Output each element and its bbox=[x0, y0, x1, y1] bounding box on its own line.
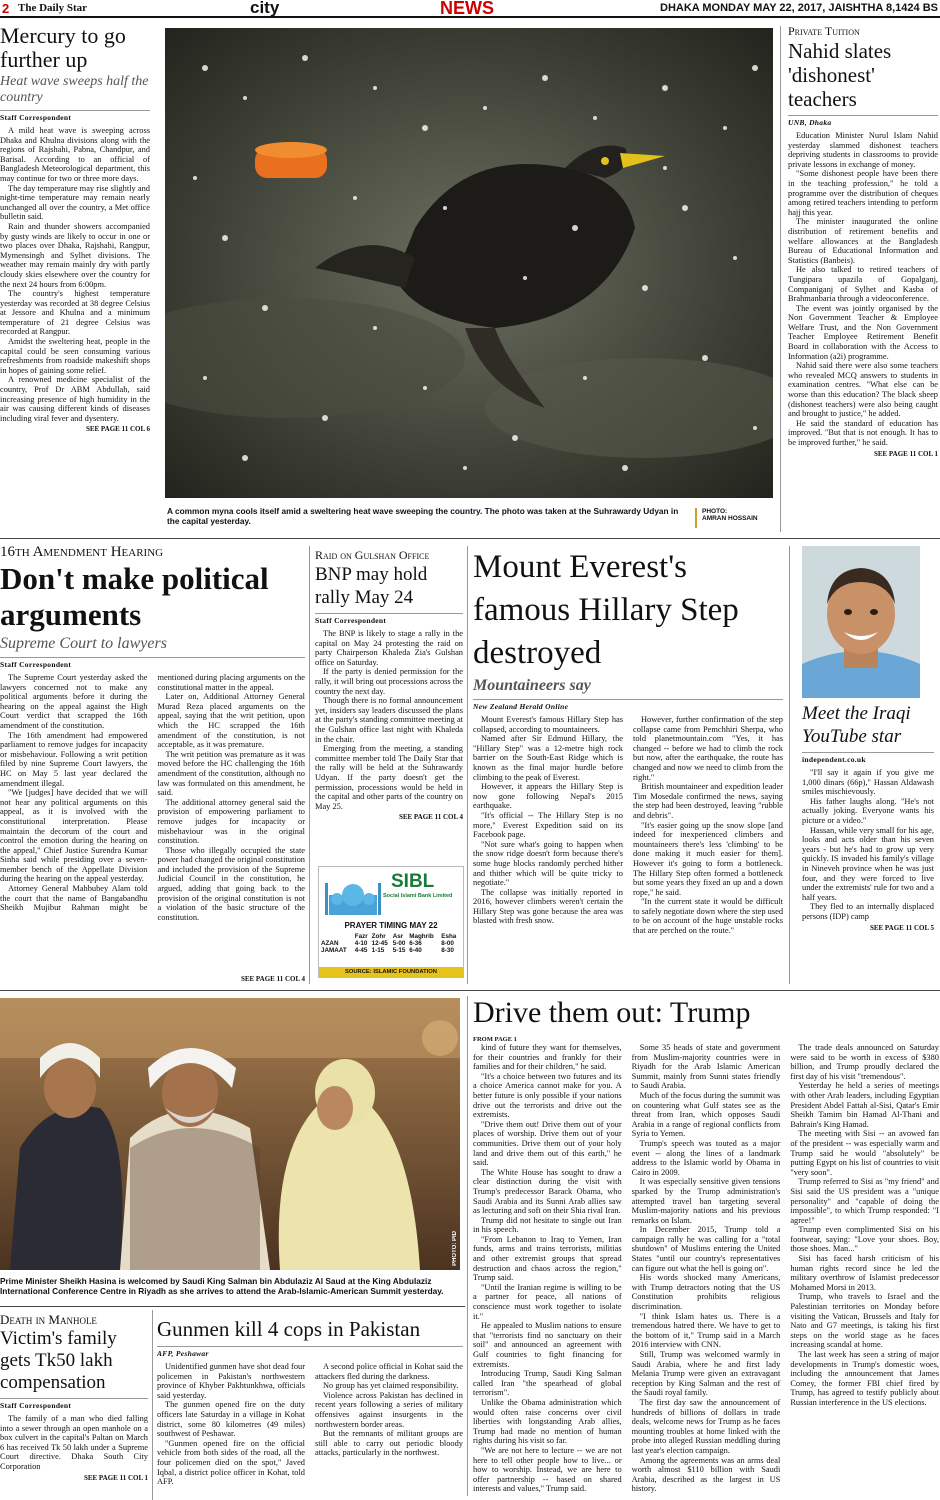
byline: AFP, Peshawar bbox=[157, 1346, 463, 1358]
brand-full: Social Islami Bank Limited bbox=[383, 893, 453, 899]
column-header: Maghrib bbox=[409, 933, 434, 940]
continued-note: SEE PAGE 11 COL 4 bbox=[240, 975, 305, 983]
byline: Staff Correspondent bbox=[0, 110, 150, 122]
paragraph: Emerging from the meeting, a standing committee member told The Daily Star that the rally will be held at the Suhrawardy Udyan. If the party doesn't get the permission, processions would be held in the capital and other parts of the country on May 25. bbox=[315, 744, 463, 811]
paragraph: Though there is no formal announcement yet, insiders say leaders discussed the plans at the party's standing committee meeting at the Gulshan office last night with Khaleda in the chair. bbox=[315, 696, 463, 744]
paragraph: Named after Sir Edmund Hillary, the "Hillary Step" was a 12-metre high rock barrier on the South-East Ridge which is known as the final major hurdle before climbing to the peak of Everest. bbox=[473, 734, 623, 782]
paragraph: The last week has seen a string of major developments in Trump's domestic woes, including the announcement that James Comey, the former FBI chief fired by Trump, has agreed to testify publicly about Russian interference in the US elections. bbox=[790, 1350, 939, 1407]
paragraph: Attorney General Mahbubey Alam told the court that the name of Bangabandhu Sheikh Mujibur Rahman might be mentioned during placing arguments on the constitutional matter in the appeal. bbox=[0, 673, 305, 913]
paragraph: Trump referred to Sisi as "my friend" and Sisi said the US president was a "unique personality" and "capable of doing the impossible", to which Trump responded: "I agree!" bbox=[790, 1177, 939, 1225]
paragraph: He also talked to retired teachers of Tungipara upazila of Gopalganj, Companiganj of Sylhet and Kasba of Brahmanbaria through a videoconference. bbox=[788, 265, 938, 304]
column-header: Esha bbox=[441, 933, 457, 940]
photo-credit: PHOTO: PID bbox=[452, 1231, 458, 1266]
paragraph: Unlike the Obama administration which would often raise concerns over civil liberties with longstanding Arab allies, Trump had made no mention of human rights during his visit so far. bbox=[473, 1397, 622, 1446]
paragraph: Yesterday he held a series of meetings with other Arab leaders, including Egyptian President Abdel Fattah al-Sisi, Qatar's Emir Sheikh Tamim bin Hamad Al-Thani and Bahrain's King Hamad. bbox=[790, 1081, 939, 1129]
paragraph: "We [judges] have decided that we will not hear any political arguments on this appeal, as it is involved with the constitutional interpretation. Please maintain the decorum of the court and control the emotion during the hearing on the appeal," Chief Justice Surendra Kumar Sinha said while presiding over a seven-member bench of the Appellate Division during the hearing on the appeal yesterday. bbox=[0, 788, 148, 884]
paragraph: His father laughs along. "He's not actually joking. Everyone wants his picture or a video." bbox=[802, 796, 934, 825]
paragraph: Much of the focus during the summit was on countering what Gulf states see as the threat from Iran, which opposes Saudi Arabia in a range of regional conflicts from Syria to Yemen. bbox=[631, 1090, 781, 1139]
prayer-timing-box bbox=[318, 866, 464, 978]
paragraph: British mountaineer and expedition leader Tim Mosedale confirmed the news, saying the step had been destroyed, leaving "rubble and debris". bbox=[633, 782, 783, 820]
continued-note: SEE PAGE 11 COL 6 bbox=[85, 425, 150, 434]
paragraph: "Drive them out! Drive them out of your places of worship. Drive them out of your communities. Drive them out of your holy land and drive them out of this earth," he said. bbox=[473, 1119, 622, 1168]
myna-photo-illustration bbox=[165, 28, 773, 498]
cell: 8-00 bbox=[441, 940, 454, 947]
article-gunmen bbox=[157, 1316, 463, 1500]
article-body bbox=[0, 673, 305, 973]
paragraph: "It's a choice between two futures and its a choice America cannot make for you. A better future is only possible if your nations drive out the terrorists and drive out the extremists. bbox=[473, 1071, 622, 1120]
brand-logo: SIBL bbox=[391, 871, 435, 892]
photo-credit bbox=[695, 508, 775, 528]
article-body bbox=[788, 131, 938, 448]
headline: Nahid slates 'dishonest' teachers bbox=[788, 39, 892, 111]
article-trump bbox=[473, 996, 939, 1500]
article-body bbox=[473, 715, 783, 980]
article-body bbox=[157, 1362, 463, 1500]
section-name: city bbox=[250, 0, 280, 17]
byline: Staff Correspondent bbox=[315, 613, 463, 625]
credit-name: AMRAN HOSSAIN bbox=[702, 515, 758, 522]
boy-portrait bbox=[802, 546, 920, 698]
article-iraqi bbox=[802, 702, 934, 982]
paragraph: Unidentified gunmen have shot dead four policemen in Pakistan's northwestern province of Khyber Pakhtunkhwa, officials said yesterday. bbox=[157, 1362, 305, 1400]
cell: 6-36 bbox=[409, 940, 422, 947]
paragraph: "We are not here to lecture -- we are not here to tell other people how to live... or how to worship. Instead, we are here to offer partnership -- based on shared interests and values," Trump said. bbox=[473, 1445, 622, 1494]
headline: Don't make political arguments bbox=[0, 561, 269, 632]
cell: 4-45 bbox=[354, 947, 368, 954]
paragraph: "Some dishonest people have been there in the teaching profession," he told a programme over the distribution of cheques among retired teachers intending to perform hajj this year. bbox=[788, 169, 938, 217]
paragraph: Later on, Additional Attorney General Murad Reza placed arguments on the appeal, saying that the writ petition, upon which the HC scrapped the 16th amendment of the constitution, is not acceptable, as it was premature. bbox=[157, 692, 305, 750]
cell: 5-00 bbox=[392, 940, 406, 947]
cell: 6-40 bbox=[409, 947, 422, 954]
article-everest bbox=[473, 546, 783, 980]
article-body bbox=[315, 629, 463, 811]
column-header: Zohr bbox=[371, 933, 386, 940]
paragraph: Some 35 heads of state and government from Muslim-majority countries were in Riyadh for the Arab Islamic American Summit, mainly from Sunni states friendly to Saudi Arabia. bbox=[631, 1043, 781, 1091]
paragraph: Nahid said there were also some teachers who revealed MCQ answers to students in examination centres. "What else can be worse than this education? The black sheep (dishonest teachers) were also being caught and brought to justice," he added. bbox=[788, 361, 938, 419]
paragraph: Amidst the sweltering heat, people in the capital could be seen consuming various refreshments from roadside makeshift shops in hopes of gaining some relief. bbox=[0, 337, 150, 375]
paragraph: The minister inaugurated the online distribution of retirement benefits and welfare allowances at the Bangladesh Bureau of Educational Information and Statistics (Banbeis). bbox=[788, 217, 938, 265]
headline: Meet the Iraqi YouTube star bbox=[802, 703, 911, 747]
boy-photo bbox=[802, 546, 920, 698]
paragraph: The event was jointly organised by the Non Government Teacher & Employee Welfare Trust, and the Non Government Teacher Employee Retirement Benefit Board in collaboration with the Access to Information (a2i) programme. bbox=[788, 303, 938, 361]
byline: independent.co.uk bbox=[802, 752, 934, 764]
column-header: Asr bbox=[392, 933, 404, 940]
paragraph: Rain and thunder showers accompanied by gusty winds are likely to occur in one or two places over Dhaka, Rajshahi, Rangpur, Mymensingh and Sylhet divisions. The weather may remain mainly dry with partly cloudy skies elsewhere over the country for the next 24 hours from 6:00pm. bbox=[0, 221, 150, 289]
continued-note: SEE PAGE 11 COL 1 bbox=[873, 449, 938, 458]
paragraph: Trump even complimented Sisi on his footwear, saying: "Love your shoes. Boy, those shoes. Man..." bbox=[790, 1225, 939, 1254]
headline: Drive them out: Trump bbox=[473, 996, 751, 1029]
paragraph: But the remnants of militant groups are still able to carry out periodic bloody attacks, particularly in the northwest. bbox=[315, 1429, 463, 1458]
paragraph: He appealed to Muslim nations to ensure that "terrorists find no sanctuary on their soil" and announced an agreement with Gulf countries to fight financing for extremists. bbox=[473, 1321, 622, 1369]
paragraph: "Not sure what's going to happen when the snow ridge doesn't form because there's some huge blocks randomly perched hither and thither which will be quite tricky to negotiate." bbox=[473, 839, 623, 888]
paragraph: It was especially sensitive given tensions sparked by the Trump administration's attempted travel ban targeting several Muslim-majority nations and his previous remarks on Islam. bbox=[631, 1177, 781, 1225]
subhead: Heat wave sweeps half the country bbox=[0, 74, 149, 105]
hasina-photo-illustration bbox=[0, 998, 460, 1270]
paragraph: The meeting with Sisi -- an avowed fan of the president -- was especially warm and Trump said he would "absolutely" be putting Egypt on his list of countries to visit "very soon". bbox=[790, 1129, 939, 1177]
photo-caption: A common myna cools itself amid a sweltering heat wave sweeping the country. The photo was taken at the Suhrawardy Udyan in the capital yesterday. bbox=[167, 506, 679, 526]
dateline: DHAKA MONDAY MAY 22, 2017, JAISHTHA 8,1424 BS bbox=[660, 2, 938, 14]
paragraph: Sisi has faced harsh criticism of his human rights record since he led the military overthrow of Islamist predecessor Mohamed Morsi in 2013. bbox=[790, 1254, 939, 1292]
credit-label: PHOTO: bbox=[702, 508, 728, 515]
paragraph: The trade deals announced on Saturday were said to be worth in excess of $380 billion, and Trump proudly declared the first day of his visit "tremendous". bbox=[790, 1043, 939, 1081]
paragraph: "It's easier going up the snow slope [and indeed for inexperienced climbers and mountaineers there's less 'climbing' to be done making it much easier for them]. However it's going to form a bottleneck. The Hillary Step often formed a bottleneck but some years they fixed an up and a down rope," he said. bbox=[633, 820, 783, 897]
paragraph: A second police official in Kohat said the attackers fled during the darkness. bbox=[315, 1362, 463, 1381]
paragraph: A renowned medicine specialist of the country, Prof Dr ABM Abdullah, said increasing presence of high humidity in the air was causing different kinds of diseases including viral fever and dysentery. bbox=[0, 375, 150, 423]
prayer-source: SOURCE: ISLAMIC FOUNDATION bbox=[319, 967, 463, 977]
cell: 5-15 bbox=[392, 947, 406, 954]
byline: Staff Correspondent bbox=[0, 1398, 148, 1410]
article-amendment bbox=[0, 544, 305, 984]
cell: 1-15 bbox=[371, 947, 385, 954]
row-label: JAMAAT bbox=[321, 947, 347, 954]
mosque-icon bbox=[323, 875, 383, 917]
article-mercury bbox=[0, 24, 150, 532]
paragraph: He said the standard of education has improved. "But that is not enough. It has to be improved further," he said. bbox=[788, 418, 938, 447]
article-body bbox=[802, 768, 934, 922]
kicker: Private Tuition bbox=[788, 24, 860, 38]
headline: Mercury to go further up bbox=[0, 24, 126, 72]
table-row bbox=[321, 947, 461, 954]
subhead: Supreme Court to lawyers bbox=[0, 635, 167, 652]
paragraph: Among the agreements was an arms deal worth almost $110 billion with Saudi Arabia, described as the largest in US history. bbox=[631, 1455, 781, 1494]
paragraph: The family of a man who died falling into a sewer through an open manhole on a box culvert in the capital's Paltan on March 6 has received Tk 50 lakh under a Supreme Court directive. Dhaka South City Corporation bbox=[0, 1414, 148, 1471]
kicker: Death in Manhole bbox=[0, 1312, 97, 1327]
paragraph: Introducing Trump, Saudi King Salman called Iran "the spearhead of global terrorism". bbox=[473, 1369, 622, 1398]
paragraph: The 16th amendment had empowered parliament to remove judges for incapacity or misbehaviour. Following a writ petition filed by nine Supreme Court lawyers, the HC on May 5 last year declared the amendment illegal. bbox=[0, 730, 148, 788]
headline: BNP may hold rally May 24 bbox=[315, 564, 428, 608]
prayer-title: PRAYER TIMING MAY 22 bbox=[344, 921, 438, 930]
hasina-photo bbox=[0, 998, 460, 1270]
article-bnp bbox=[315, 548, 463, 864]
paragraph: The collapse was initially reported in 2016, however climbers weren't certain the Hillary Step was gone because the area was blasted with fresh snow. bbox=[473, 887, 623, 926]
paragraph: The first day saw the announcement of hundreds of billions of dollars in trade deals, welcome news for Trump as he faces mounting troubles at home linked with the probe into alleged Russian meddling during last year's election campaign. bbox=[631, 1397, 781, 1455]
headline: Gunmen kill 4 cops in Pakistan bbox=[157, 1317, 421, 1341]
table-row bbox=[321, 940, 461, 947]
article-body bbox=[0, 126, 150, 423]
paragraph: Those who illegally occupied the state power had changed the original constitution and included the provision of the Supreme Judicial Council in the constitution, he argued, adding that going back to the provision of the original constitution is not a violation of the basic structure of the constitution. bbox=[157, 845, 305, 922]
paragraph: They fled to an internally displaced persons (IDP) camp bbox=[802, 902, 934, 921]
paragraph: "I'll say it again if you give me 1,000 dinars (66p)," Hassan Aldawash smiles mischievously. bbox=[802, 768, 934, 797]
continued-note: SEE PAGE 11 COL 1 bbox=[83, 1473, 148, 1482]
paragraph: However, it appears the Hillary Step is now gone following Nepal's 2015 earthquake. bbox=[473, 782, 623, 811]
paragraph: "From Lebanon to Iraq to Yemen, Iran funds, arms and trains terrorists, militias and other extremist groups that spread destruction and chaos across the region," Trump said. bbox=[473, 1234, 622, 1283]
paragraph: "Gunmen opened fire on the official vehicle from both sides of the road, all the four policemen died on the spot," Javed Iqbal, a district police officer in Kohat, told AFP. bbox=[157, 1438, 305, 1487]
paragraph: "I think Islam hates us. There is a tremendous hatred there. We have to get to the bottom of it," Trump said in a March 2016 interview with CNN. bbox=[631, 1311, 781, 1350]
paragraph: "In the current state it would be difficult to safely negotiate down where the step used to be on account of the huge unstable rocks that are perched on the route." bbox=[633, 897, 783, 936]
cell: 4-10 bbox=[354, 940, 368, 947]
paragraph: The writ petition was premature as it was moved before the HC challenging the 16th amendment of the constitution, although no law was formulated on this amendment, he said. bbox=[157, 749, 305, 798]
continued-note: SEE PAGE 11 COL 4 bbox=[398, 813, 463, 822]
row-label: AZAN bbox=[321, 940, 339, 947]
paragraph: In December 2015, Trump told a campaign rally he was calling for a "total shutdown" of Muslims entering the United States "until our country's representatives can figure out what the hell is going on". bbox=[631, 1225, 781, 1273]
paragraph: kind of future they want for themselves, for their countries and frankly for their families and for their children," he said. bbox=[473, 1043, 622, 1072]
continued-note: SEE PAGE 11 COL 5 bbox=[869, 923, 934, 932]
column-header: Fazr bbox=[354, 933, 368, 940]
paragraph: Mount Everest's famous Hillary Step has collapsed, according to mountaineers. bbox=[473, 715, 623, 734]
masthead bbox=[0, 0, 940, 18]
paragraph: Trump's speech was touted as a major event -- along the lines of a landmark address to the Islamic world by Obama in Cairo in 2009. bbox=[631, 1138, 781, 1177]
table-header-row bbox=[321, 933, 461, 940]
paragraph: The Supreme Court yesterday asked the lawyers concerned not to make any political arguments before it during the hearing on the appeal against the High Court verdict that scrapped the 16th amendment of the constitution. bbox=[0, 673, 148, 730]
paragraph: "It's official -- The Hillary Step is no more," Everest Expedition said on its Facebook page. bbox=[473, 810, 623, 840]
paragraph: "Until the Iranian regime is willing to be a partner for peace, all nations of conscience must work together to isolate it." bbox=[473, 1282, 622, 1321]
paragraph: The White House has sought to draw a clear distinction during the visit with Trump's predecessor Barack Obama, who Saudi Arabia and its Sunni Arab allies saw as lecturing and soft on their Shia rival Iran. bbox=[473, 1167, 622, 1216]
headline: Victim's family gets Tk50 lakh compensation bbox=[0, 1328, 117, 1393]
paragraph: The country's highest temperature yesterday was recorded at 38 degree Celsius at Jessore and Khulna and a minimum temperature of 21 degree Celsius was recorded at Rangpur. bbox=[0, 289, 150, 337]
article-tuition bbox=[788, 24, 938, 532]
section-label: NEWS bbox=[440, 0, 494, 18]
paragraph: The gunmen opened fire on the duty officers late Saturday in a village in Kohat district, some 80 kilometres (49 miles) southwest of Peshawar. bbox=[157, 1400, 305, 1439]
photo-caption: Prime Minister Sheikh Hasina is welcomed by Saudi King Salman bin Abdulaziz Al Saud at the King Abdulaziz International Conference Centre in Riyadh as she arrives to attend the Arab-Islamic-American Summit yesterday. bbox=[0, 1276, 444, 1296]
cell: 8-30 bbox=[441, 947, 454, 954]
paragraph: His words shocked many Americans, with Trump detractors noting that the US Constitution prohibits religious discrimination. bbox=[631, 1273, 781, 1312]
paragraph: Violence across Pakistan has declined in recent years following a series of military offensives against insurgents in the northwestern border areas. bbox=[315, 1390, 463, 1429]
headline: Mount Everest's famous Hillary Step destroyed bbox=[473, 549, 739, 671]
article-manhole bbox=[0, 1312, 148, 1500]
page-number: 2 bbox=[2, 1, 10, 16]
myna-photo bbox=[165, 28, 773, 498]
kicker: 16th Amendment Hearing bbox=[0, 544, 164, 560]
paragraph: The BNP is likely to stage a rally in the capital on May 24 protesting the raid on party Chairperson Khaleda Zia's Gulshan office on Saturday. bbox=[315, 629, 463, 667]
byline: UNB, Dhaka bbox=[788, 115, 938, 127]
paragraph: The day temperature may rise slightly and night-time temperature may remain nearly unchanged all over the country, a Met office bulletin said. bbox=[0, 183, 150, 222]
paragraph: Trump, who travels to Israel and the Palestinian territories on Monday before visiting the Vatican, Brussels and Italy for Nato and G7 meetings, is taking his first steps on the world stage as he faces increasing scandal at home. bbox=[790, 1292, 939, 1350]
byline: Staff Correspondent bbox=[0, 657, 305, 669]
cell: 12-45 bbox=[371, 940, 388, 947]
article-body bbox=[473, 1043, 939, 1499]
paragraph: Hassan, while very small for his age, looks and acts older than his seven years - but he's had to grow up very quickly. IS invaded his family's village in Nineveh province when he was just four, and they were forced to live under the extremists' rule for two and a half years. bbox=[802, 825, 934, 902]
paragraph: Still, Trump was welcomed warmly in Saudi Arabia, where he and first lady Melania Trump were given an extravagant reception by King Salman and the rest of the Saudi royal family. bbox=[631, 1350, 781, 1398]
from-page: FROM PAGE 1 bbox=[473, 1036, 517, 1043]
paragraph: If the party is denied permission for the rally, it will bring out processions across the country the next day. bbox=[315, 667, 463, 696]
kicker: Raid on Gulshan Office bbox=[315, 548, 430, 562]
paragraph: A mild heat wave is sweeping across Dhaka and Khulna divisions along with the regions of Rajshahi, Pabna, Chandpur, and Barisal. According to an official of Bangladesh Meteorological department, this may continue for two or three more days. bbox=[0, 126, 150, 183]
paragraph: The additional attorney general said the provision of empowering parliament to remove judges for incapacity or misbehaviour was in the original constitution. bbox=[157, 797, 305, 846]
byline: New Zealand Herald Online bbox=[473, 699, 783, 711]
paragraph: However, further confirmation of the step collapse came from Pemchhiri Sherpa, who told planetmountain.com "Yes, it has changed -- before we had to climb the rock but now, after the earthquake, the route has changed and now we need to climb from the right." bbox=[633, 715, 783, 782]
paper-name: The Daily Star bbox=[18, 2, 88, 14]
prayer-table bbox=[321, 933, 461, 954]
article-body bbox=[0, 1414, 148, 1472]
paragraph: No group has yet claimed responsibility. bbox=[323, 1381, 459, 1391]
paragraph: Education Minister Nurul Islam Nahid yesterday slammed dishonest teachers depriving students in classrooms to provide private lessons in exchange of money. bbox=[788, 131, 938, 169]
subhead: Mountaineers say bbox=[473, 677, 591, 694]
paragraph: Trump did not hesitate to single out Iran in his speech. bbox=[473, 1215, 622, 1235]
